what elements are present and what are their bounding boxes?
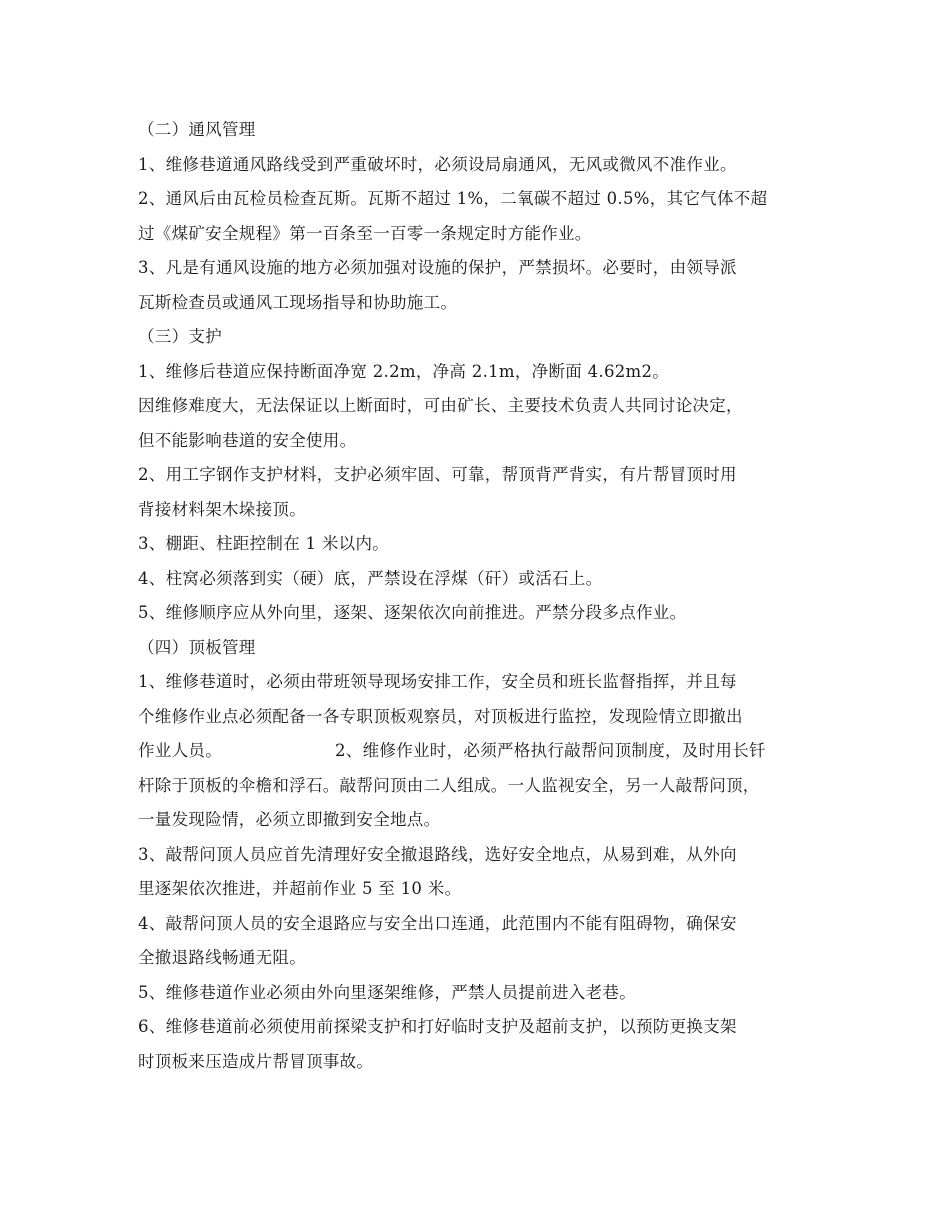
paragraph-line — [138, 739, 766, 763]
paragraph-line: 过《煤矿安全规程》第一百条至一百零一条规定时方能作业。 — [138, 224, 592, 243]
paragraph-line: 瓦斯检查员或通风工现场指导和协助施工。 — [138, 293, 458, 312]
paragraph-line: 全撤退路线畅通无阻。 — [138, 948, 306, 967]
section-heading-ventilation: （二）通风管理 — [138, 120, 256, 139]
paragraph-line: 背接材料架木垛接顶。 — [138, 500, 306, 519]
paragraph-line: 时顶板来压造成片帮冒顶事故。 — [138, 1052, 374, 1071]
paragraph-line: 4、柱窝必须落到实（硬）底，严禁设在浮煤（矸）或活石上。 — [138, 569, 603, 588]
paragraph-line: 个维修作业点必须配备一各专职顶板观察员，对顶板进行监控，发现险情立即撤出 — [138, 707, 743, 726]
paragraph-line: 因维修难度大，无法保证以上断面时，可由矿长、主要技术负责人共同讨论决定， — [138, 396, 743, 415]
paragraph-line: 1、维修后巷道应保持断面净宽 2.2m，净高 2.1m，净断面 4.62m2。 — [138, 362, 670, 381]
paragraph-line: 但不能影响巷道的安全使用。 — [138, 431, 357, 450]
paragraph-line: 2、通风后由瓦检员检查瓦斯。瓦斯不超过 1%，二氧碳不超过 0.5%，其它气体不超 — [138, 189, 768, 208]
section-heading-roof: （四）顶板管理 — [138, 638, 256, 657]
paragraph-line: 1、维修巷道通风路线受到严重破坏时，必须设局扇通风，无风或微风不准作业。 — [138, 155, 737, 174]
paragraph-line: 杆除于顶板的伞檐和浮石。敲帮问顶由二人组成。一人监视安全，另一人敲帮问顶， — [138, 776, 760, 795]
section-heading-support: （三）支护 — [138, 327, 222, 346]
paragraph-line: 3、棚距、柱距控制在 1 米以内。 — [138, 534, 390, 553]
paragraph-fragment: 作业人员。 — [138, 741, 222, 760]
paragraph-line: 3、凡是有通风设施的地方必须加强对设施的保护，严禁损坏。必要时，由领导派 — [138, 258, 737, 277]
paragraph-line: 6、维修巷道前必须使用前探梁支护和打好临时支护及超前支护，以预防更换支架 — [138, 1017, 737, 1036]
paragraph-line: 1、维修巷道时，必须由带班领导现场安排工作，安全员和班长监督指挥，并且每 — [138, 672, 737, 691]
paragraph-line: 3、敲帮问顶人员应首先清理好安全撤退路线，选好安全地点，从易到难，从外向 — [138, 845, 737, 864]
paragraph-line: 里逐架依次推进，并超前作业 5 至 10 米。 — [138, 879, 462, 898]
paragraph-line: 2、用工字钢作支护材料，支护必须牢固、可靠，帮顶背严背实，有片帮冒顶时用 — [138, 465, 737, 484]
paragraph-line: 4、敲帮问顶人员的安全退路应与安全出口连通，此范围内不能有阻碍物，确保安 — [138, 914, 737, 933]
paragraph-line: 5、维修巷道作业必须由外向里逐架维修，严禁人员提前进入老巷。 — [138, 983, 636, 1002]
paragraph-line: 一量发现险情，必须立即撤到安全地点。 — [138, 810, 441, 829]
paragraph-line: 5、维修顺序应从外向里，逐架、逐架依次向前推进。严禁分段多点作业。 — [138, 603, 687, 622]
paragraph-fragment: 2、维修作业时，必须严格执行敲帮问顶制度，及时用长钎 — [335, 741, 766, 760]
